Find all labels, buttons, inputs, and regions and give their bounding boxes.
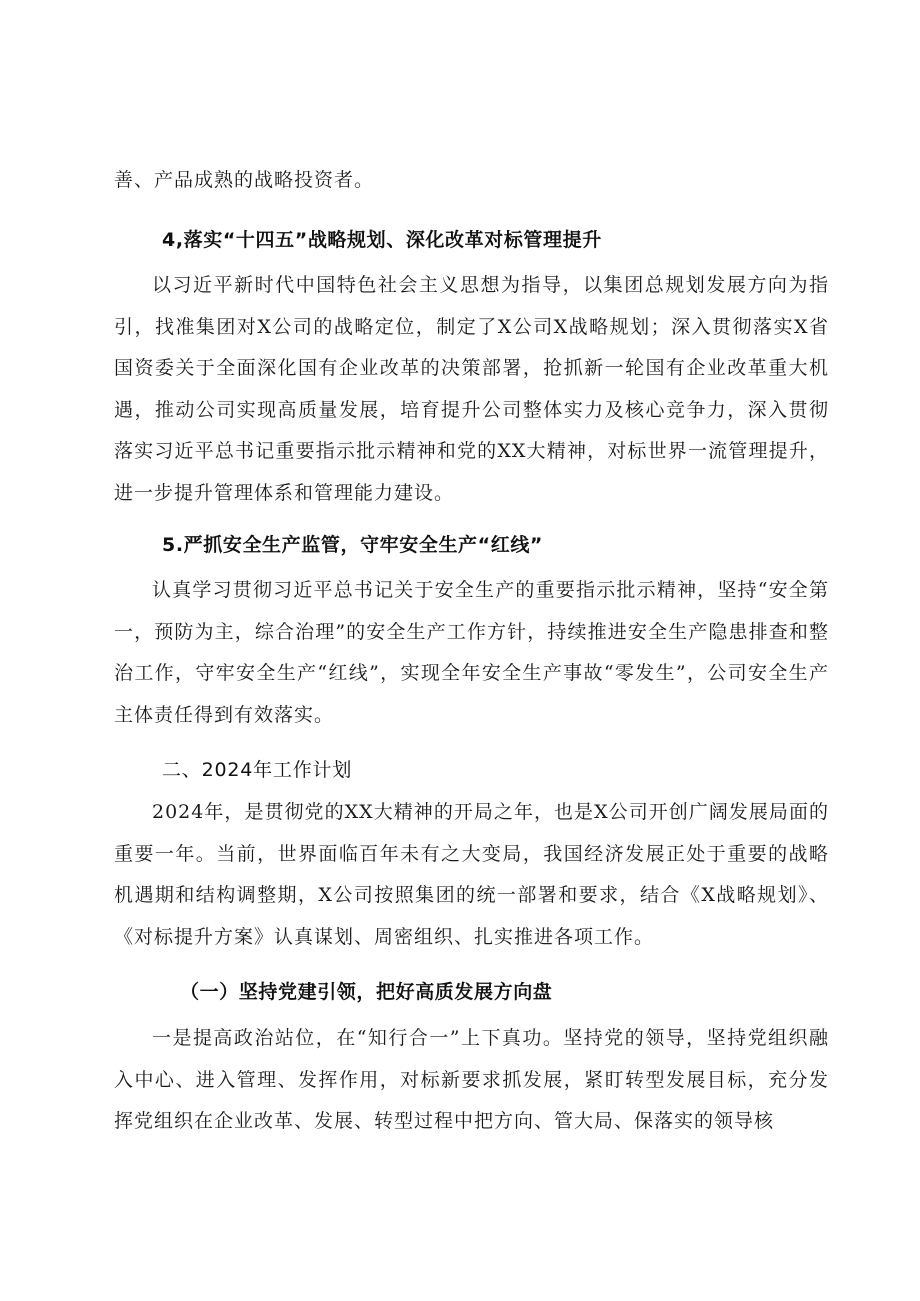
paragraph-item-4: 以习近平新时代中国特色社会主义思想为指导，以集团总规划发展方向为指引，找准集团对X公司的战略定位，制定了X公司X战略规划；深入贯彻落实X省国资委关于全面深化国有企业改革的决策部署，抢抓新一轮国有企业改革重大机遇，推动公司实现高质量发展，培育提升公司整体实力及核心竞争力，深入贯彻落实习近平总书记重要指示批示精神和党的XX大精神，对标世界一流管理提升，进一步提升管理体系和管理能力建设。 xyxy=(114,274,829,504)
heading-item-5: 5.严抓安全生产监管，守牢安全生产“红线” xyxy=(162,534,544,556)
paragraph-section-2: 2024年，是贯彻党的XX大精神的开局之年，也是X公司开创广阔发展局面的重要一年。当前，世界面临百年未有之大变局，我国经济发展正处于重要的战略机遇期和结构调整期，X公司按照集团的统一部署和要求，结合《X战略规划》、《对标提升方案》认真谋划、周密组织、扎实推进各项工作。 xyxy=(114,801,829,948)
paragraph-item-5: 认真学习贯彻习近平总书记关于安全生产的重要指示批示精神，坚持“安全第一，预防为主，综合治理”的安全生产工作方针，持续推进安全生产隐患排查和整治工作，守牢安全生产“红线”，实现全年安全生产事故“零发生”，公司安全生产主体责任得到有效落实。 xyxy=(114,579,829,726)
heading-section-2: 二、2024年工作计划 xyxy=(162,759,353,781)
paragraph-sub-1: 一是提高政治站位，在“知行合一”上下真功。坚持党的领导，坚持党组织融入中心、进入管理、发挥作用，对标新要求抓发展，紧盯转型发展目标，充分发挥党组织在企业改革、发展、转型过程中把方向、管大局、保落实的领导核 xyxy=(114,1027,829,1132)
heading-sub-1: （一）坚持党建引领，把好高质发展方向盘 xyxy=(180,981,553,1003)
heading-item-4: 4,落实“十四五”战略规划、深化改革对标管理提升 xyxy=(162,229,602,251)
paragraph-intro-tail: 善、产品成熟的战略投资者。 xyxy=(114,169,375,191)
